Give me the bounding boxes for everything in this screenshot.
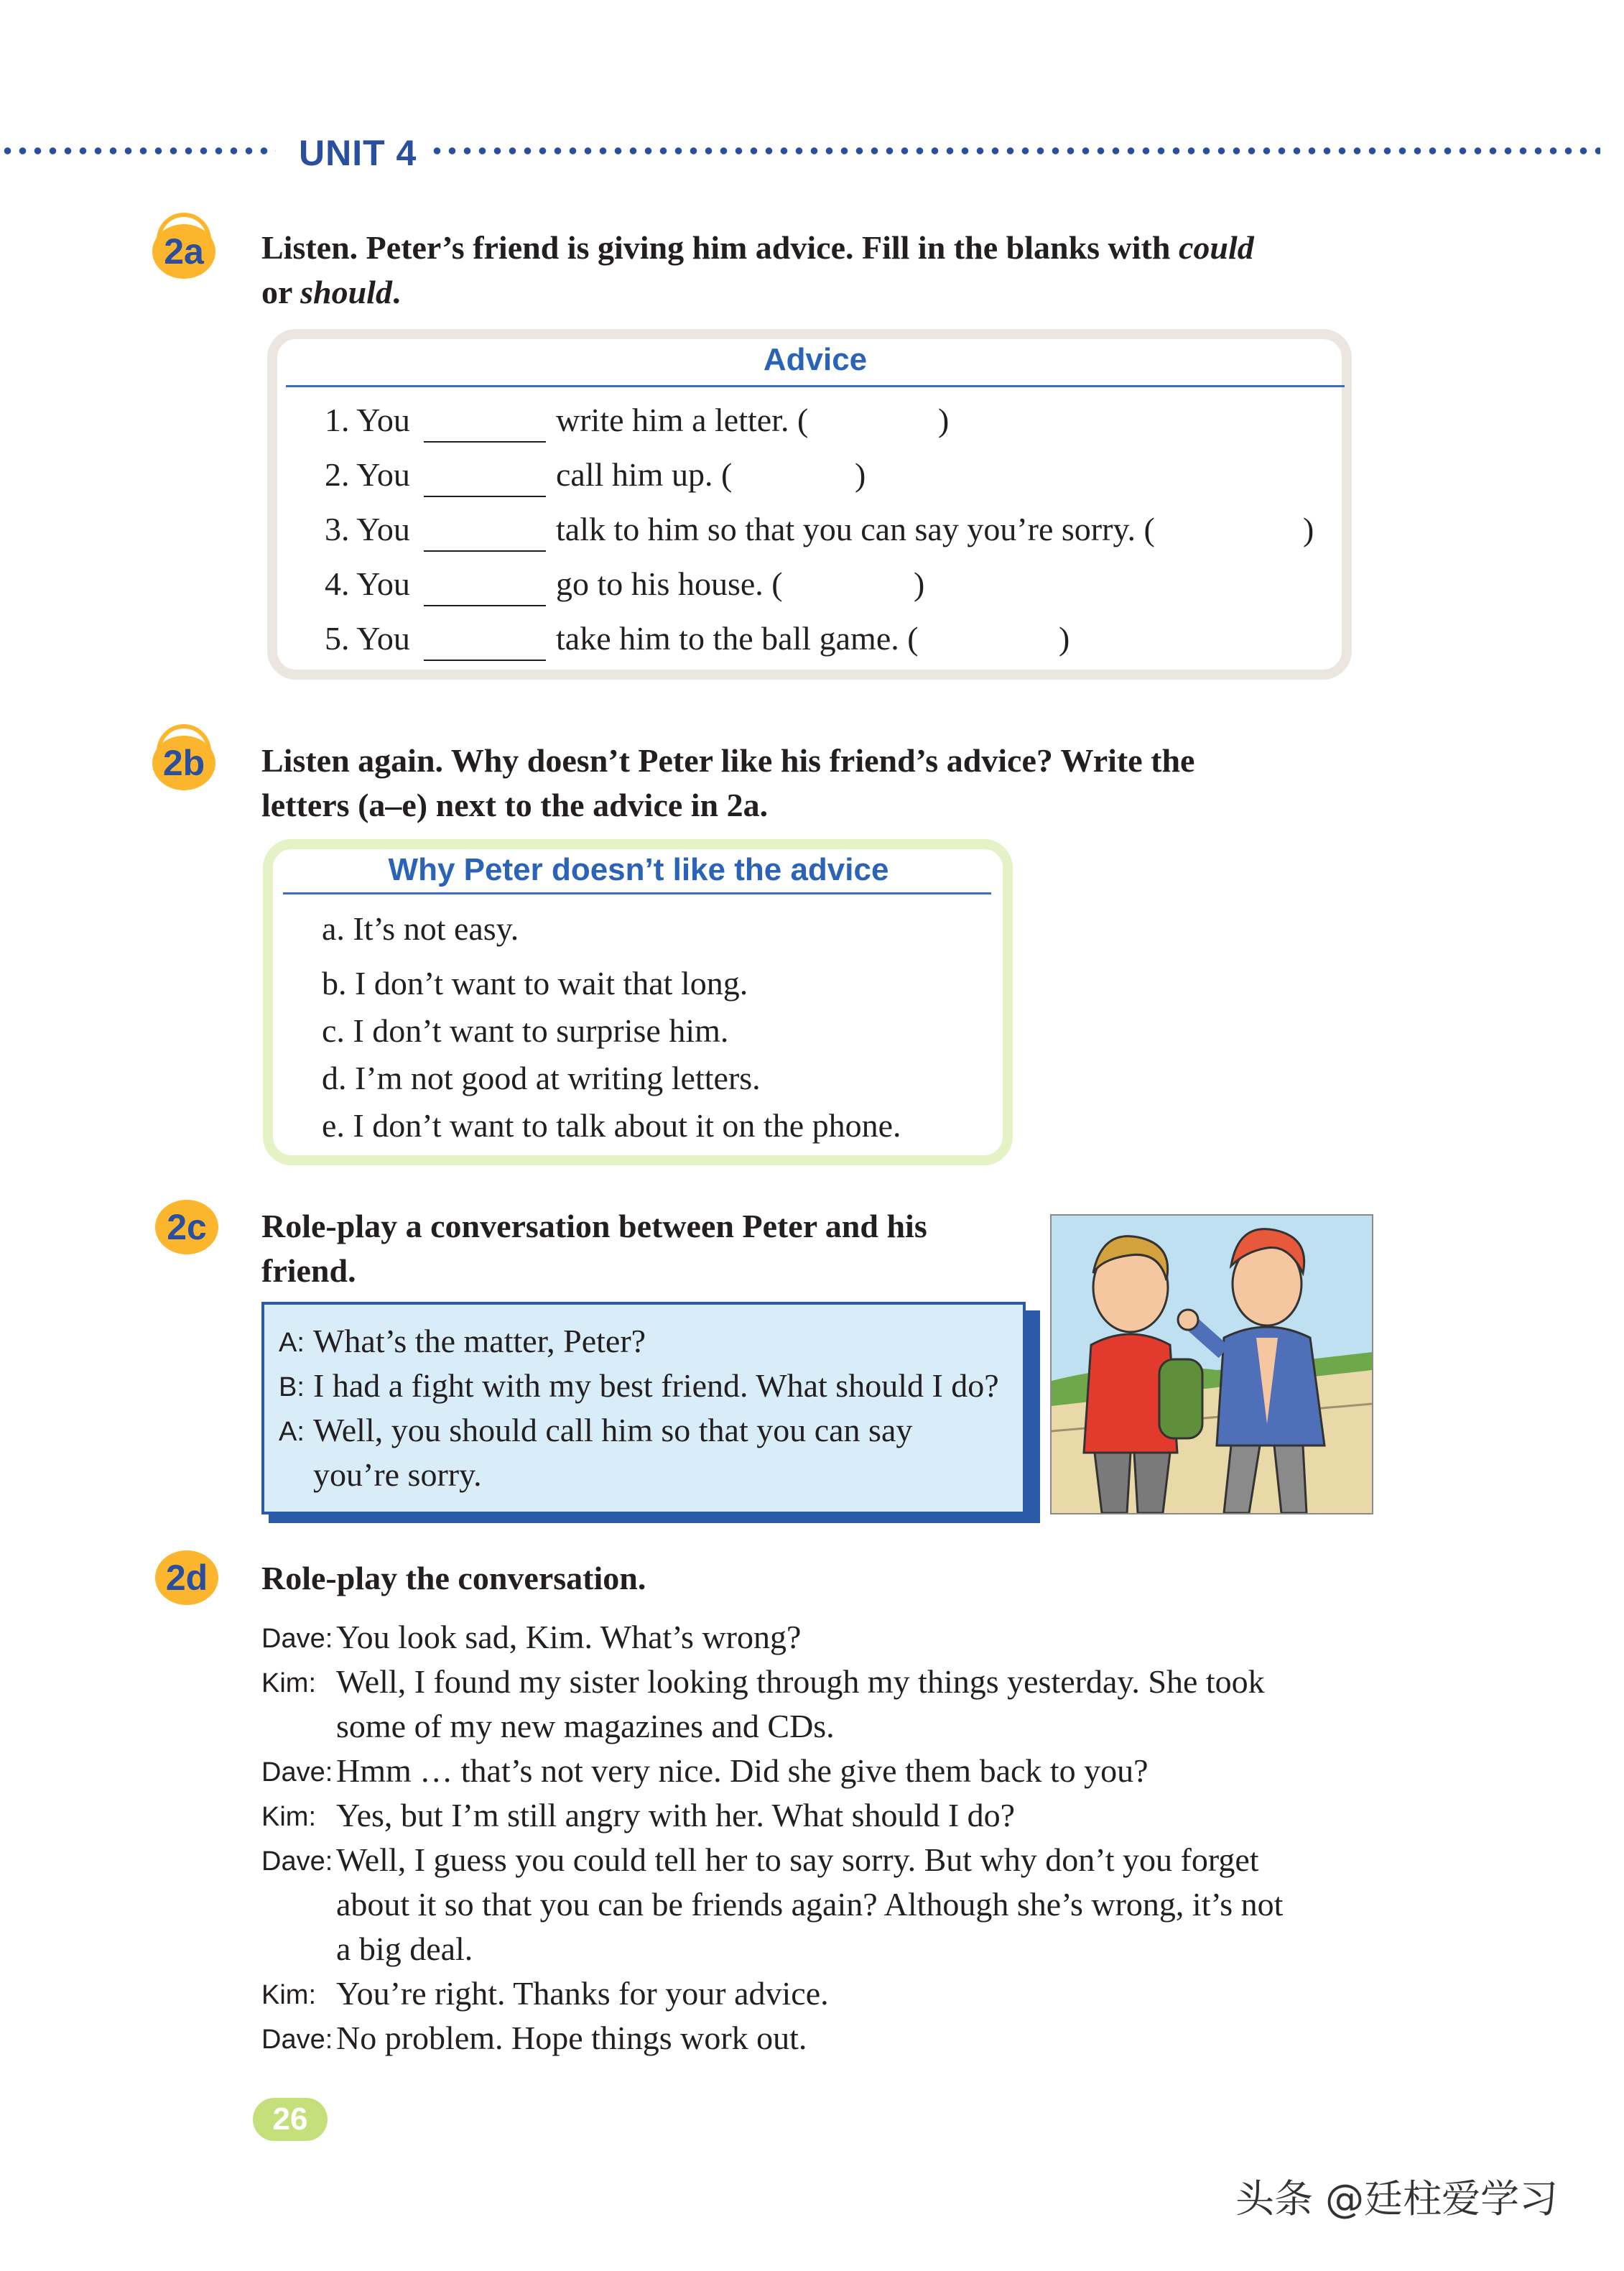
badge-2b: 2b: [152, 736, 215, 790]
dialog-2d-line-8: a big deal.: [336, 1930, 473, 1967]
dialog-2c-speaker-1: A:: [279, 1328, 305, 1358]
instruction-2d: Role-play the conversation.: [261, 1560, 646, 1596]
advice-text-4: go to his house. (: [556, 565, 783, 602]
reasons-title-rule: [283, 892, 991, 894]
advice-text-3: talk to him so that you can say you’re sorry. (: [556, 511, 1155, 547]
dialog-2d-line-5: Yes, but I’m still angry with her. What should I do?: [336, 1797, 1016, 1833]
badge-2d: 2d: [155, 1550, 218, 1605]
reasons-box-title: Why Peter doesn’t like the advice: [388, 852, 889, 887]
dialog-2c-speaker-2: B:: [279, 1372, 305, 1402]
dialog-2d-speaker-1: Dave:: [261, 1624, 333, 1654]
advice-close-3: ): [1303, 511, 1314, 547]
advice-item-5: 5. You: [325, 620, 410, 657]
dialog-2d-speaker-10: Dave:: [261, 2025, 333, 2055]
dialog-2d-speaker-9: Kim:: [261, 1980, 316, 2010]
reason-item-d: d. I’m not good at writing letters.: [322, 1060, 761, 1096]
advice-item-2: 2. You: [325, 456, 410, 493]
reason-item-b: b. I don’t want to wait that long.: [322, 965, 748, 1002]
dialog-2d-speaker-2: Kim:: [261, 1668, 316, 1698]
instruction-2c: Role-play a conversation between Peter and his friend.: [261, 1208, 927, 1289]
advice-blank-3[interactable]: [424, 550, 546, 552]
advice-close-4: ): [914, 565, 925, 602]
advice-blank-5[interactable]: [424, 660, 546, 661]
advice-item-3: 3. You: [325, 511, 410, 547]
page-number: 26: [253, 2098, 328, 2141]
reason-item-c: c. I don’t want to surprise him.: [322, 1012, 729, 1049]
advice-close-5: ): [1059, 620, 1070, 657]
dialog-2c-line-2: I had a fight with my best friend. What should I do?: [313, 1367, 999, 1404]
dialog-2d-line-10: No problem. Hope things work out.: [336, 2020, 807, 2056]
header-dots-left: [0, 147, 276, 155]
dialog-2d-speaker-6: Dave:: [261, 1846, 333, 1877]
dialog-2d-line-7: about it so that you can be friends again? Although she’s wrong, it’s not: [336, 1886, 1284, 1923]
dialog-2d-speaker-5: Kim:: [261, 1802, 316, 1832]
dialog-2c-speaker-3: A:: [279, 1417, 305, 1447]
advice-blank-4[interactable]: [424, 605, 546, 606]
dialog-2d-speaker-4: Dave:: [261, 1757, 333, 1787]
dialog-2c-line-4: you’re sorry.: [313, 1456, 482, 1493]
dialog-2d-line-3: some of my new magazines and CDs.: [336, 1708, 835, 1744]
dialog-2d-line-1: You look sad, Kim. What’s wrong?: [336, 1619, 802, 1655]
badge-2a: 2a: [152, 224, 215, 279]
reason-item-e: e. I don’t want to talk about it on the phone.: [322, 1107, 901, 1144]
dialog-2d-line-6: Well, I guess you could tell her to say sorry. But why don’t you forget: [336, 1841, 1259, 1878]
advice-title-rule: [286, 385, 1345, 387]
unit-title: UNIT 4: [299, 133, 417, 173]
advice-text-5: take him to the ball game. (: [556, 620, 919, 657]
dialog-2d-line-9: You’re right. Thanks for your advice.: [336, 1975, 829, 2012]
instruction-2b: Listen again. Why doesn’t Peter like his friend’s advice? Write the letters (a–e) next to the advice in 2a.: [261, 742, 1195, 823]
illustration-svg: [1052, 1216, 1372, 1513]
watermark: 头条 @廷柱爱学习: [1235, 2176, 1559, 2221]
header-dots-right: [430, 147, 1600, 155]
dialog-2c-line-1: What’s the matter, Peter?: [313, 1323, 646, 1359]
dialog-2c-line-3: Well, you should call him so that you can say: [313, 1412, 913, 1448]
advice-text-1: write him a letter. (: [556, 402, 809, 438]
advice-item-4: 4. You: [325, 565, 410, 602]
reason-item-a: a. It’s not easy.: [322, 910, 519, 947]
advice-blank-2[interactable]: [424, 496, 546, 497]
dialog-2d-line-2: Well, I found my sister looking through my things yesterday. She took: [336, 1663, 1265, 1700]
advice-close-1: ): [938, 402, 950, 438]
advice-item-1: 1. You: [325, 402, 410, 438]
badge-2c: 2c: [155, 1200, 218, 1254]
peter-and-friend-illustration: [1050, 1214, 1373, 1514]
advice-text-2: call him up. (: [556, 456, 733, 493]
advice-close-2: ): [855, 456, 866, 493]
dialog-2d-line-4: Hmm … that’s not very nice. Did she give them back to you?: [336, 1752, 1149, 1789]
advice-box-title: Advice: [763, 342, 868, 377]
instruction-2a: Listen. Peter’s friend is giving him advice. Fill in the blanks with could or should.: [261, 229, 1254, 310]
advice-blank-1[interactable]: [424, 441, 546, 443]
